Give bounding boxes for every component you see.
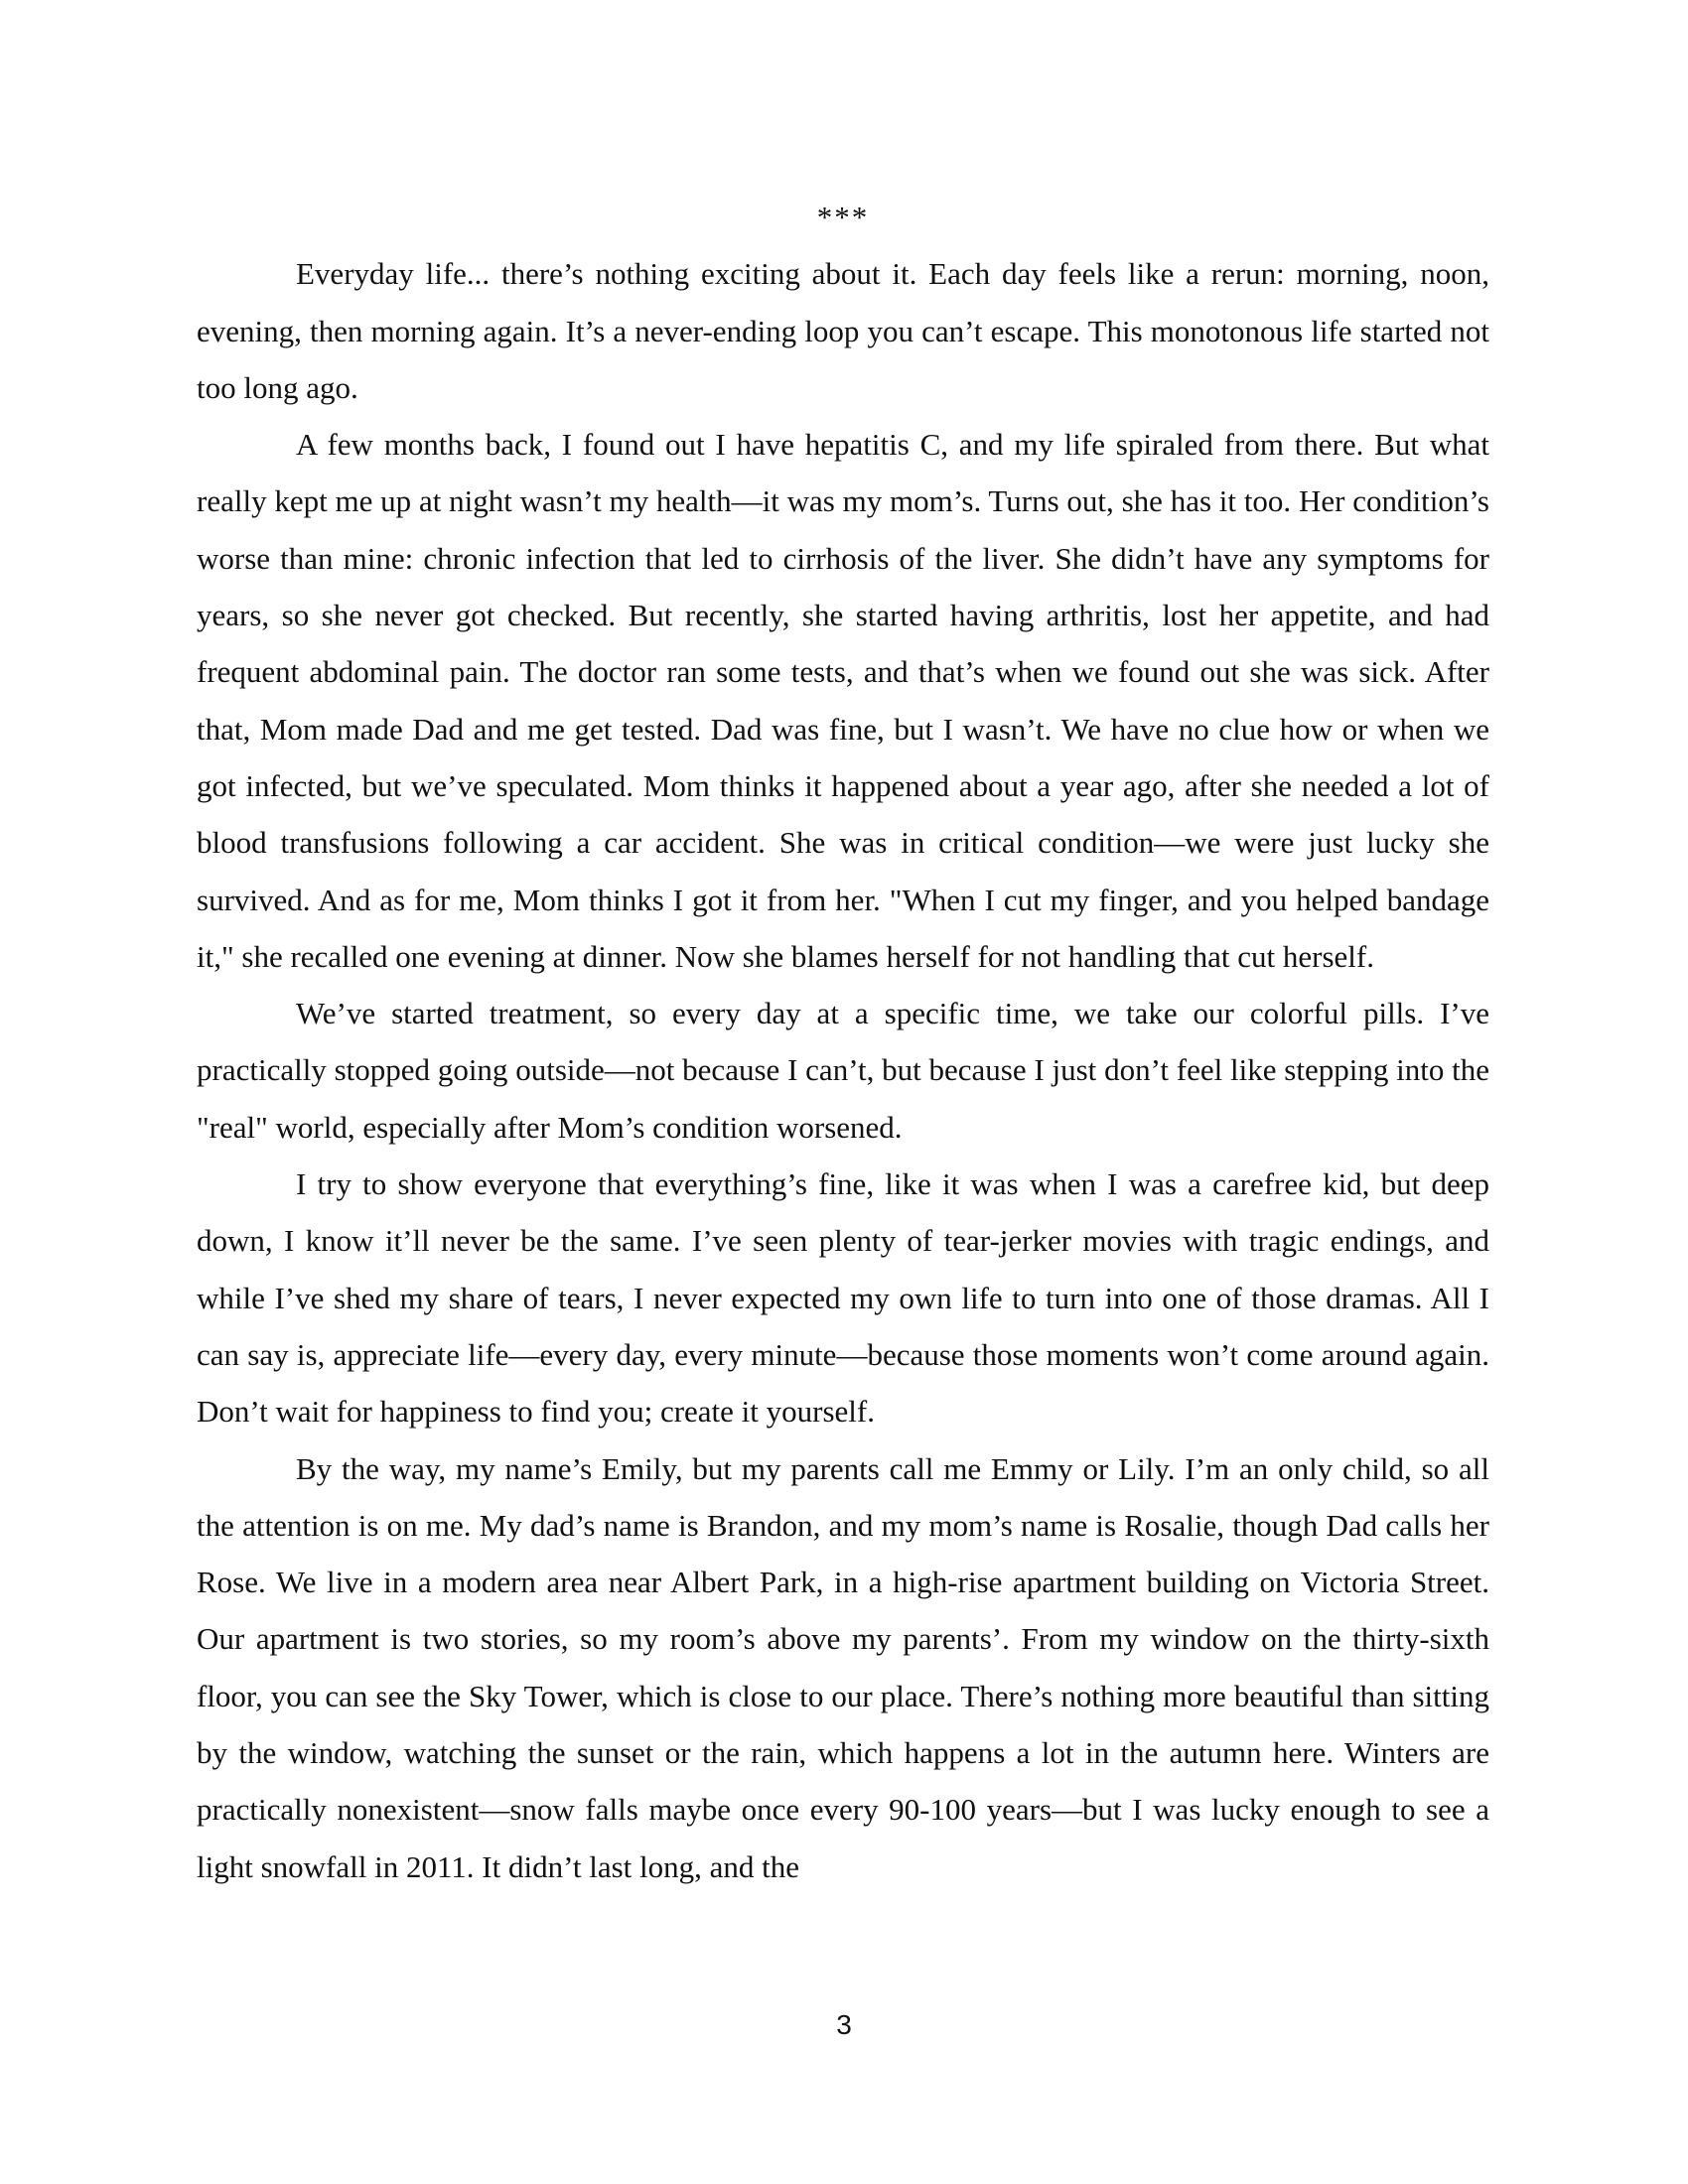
paragraph-2: A few months back, I found out I have hepatitis C, and my life spiraled from there. But what really kept me up at night wasn’t my health—it was my mom’s. Turns out, she has it too. Her condition’s worse than mine: chronic infection that led to cirrhosis of the liver. She didn’t have any symptoms for years, so she never got checked. But recently, she started having arthritis, lost her appetite, and had frequent abdominal pain. The doctor ran some tests, and that’s when we found out she was sick. After that, Mom made Dad and me get tested. Dad was fine, but I wasn’t. We have no clue how or when we got infected, but we’ve speculated. Mom thinks it happened about a year ago, after she needed a lot of blood transfusions following a car accident. She was in critical condition—we were just lucky she survived. And as for me, Mom thinks I got it from her. "When I cut my finger, and you helped bandage it," she recalled one evening at dinner. Now she blames herself for not handling that cut herself. bbox=[197, 427, 1489, 974]
body-text bbox=[197, 189, 1489, 1895]
scene-break: *** bbox=[816, 200, 870, 234]
paragraph-4: I try to show everyone that everything’s fine, like it was when I was a carefree kid, but deep down, I know it’ll never be the same. I’ve seen plenty of tear-jerker movies with tragic endings, and while I’ve shed my share of tears, I never expected my own life to turn into one of those dramas. All I can say is, appreciate life—every day, every minute—because those moments won’t come around again. Don’t wait for happiness to find you; create it yourself. bbox=[197, 1166, 1489, 1430]
paragraph-3: We’ve started treatment, so every day at a specific time, we take our colorful pills. I’ve practically stopped going outside—not because I can’t, but because I just don’t feel like stepping into the "real" world, especially after Mom’s condition worsened. bbox=[197, 996, 1489, 1145]
paragraph-1: Everyday life... there’s nothing exciting about it. Each day feels like a rerun: morning, noon, evening, then morning again. It’s a never-ending loop you can’t escape. This monotonous life started not too long ago. bbox=[197, 256, 1489, 405]
paragraph-5: By the way, my name’s Emily, but my parents call me Emmy or Lily. I’m an only child, so all the attention is on me. My dad’s name is Brandon, and my mom’s name is Rosalie, though Dad calls her Rose. We live in a modern area near Albert Park, in a high-rise apartment building on Victoria Street. Our apartment is two stories, so my room’s above my parents’. From my window on the thirty-sixth floor, you can see the Sky Tower, which is close to our place. There’s nothing more beautiful than sitting by the window, watching the sunset or the rain, which happens a lot in the autumn here. Winters are practically nonexistent—snow falls maybe once every 90-100 years—but I was lucky enough to see a light snowfall in 2011. It didn’t last long, and the bbox=[197, 1450, 1489, 1884]
page-number: 3 bbox=[836, 2009, 852, 2040]
